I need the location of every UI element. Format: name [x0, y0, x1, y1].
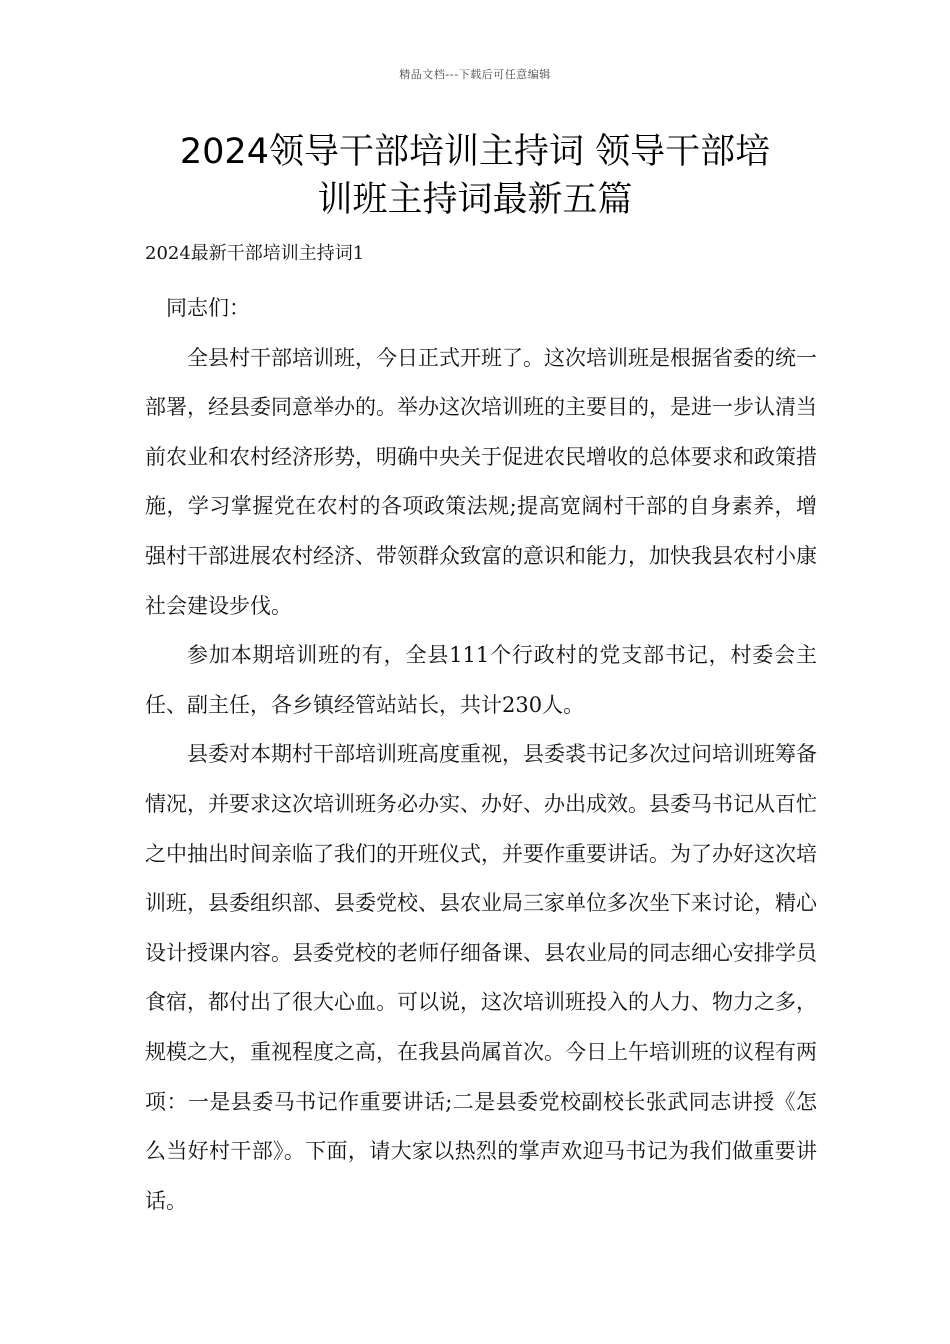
- paragraph-3: 县委对本期村干部培训班高度重视，县委裘书记多次过问培训班筹备情况，并要求这次培训班务必办实、办好、办出成效。县委马书记从百忙之中抽出时间亲临了我们的开班仪式，并要作重要讲话。为了办好这次培训班，县委组织部、县委党校、县农业局三家单位多次坐下来讨论，精心设计授课内容。县委党校的老师仔细备课、县农业局的同志细心安排学员食宿，都付出了很大心血。可以说，这次培训班投入的人力、物力之多，规模之大，重视程度之高，在我县尚属首次。今日上午培训班的议程有两项：一是县委马书记作重要讲话;二是县委党校副校长张武同志讲授《怎么当好村干部》。下面，请大家以热烈的掌声欢迎马书记为我们做重要讲话。: [145, 742, 817, 1213]
- title-line-1: 2024领导干部培训主持词 领导干部培: [179, 132, 771, 172]
- document-body: [145, 284, 817, 1226]
- header-note: 精品文档---下载后可任意编辑: [399, 68, 551, 81]
- title-line-2: 训班主持词最新五篇: [317, 180, 633, 220]
- document-title: [120, 128, 830, 224]
- paragraph-1: 全县村干部培训班，今日正式开班了。这次培训班是根据省委的统一部署，经县委同意举办的。举办这次培训班的主要目的，是进一步认清当前农业和农村经济形势，明确中央关于促进农民增收的总体要求和政策措施，学习掌握党在农村的各项政策法规;提高宽阔村干部的自身素养，增强村干部进展农村经济、带领群众致富的意识和能力，加快我县农村小康社会建设步伐。: [145, 345, 817, 618]
- paragraph-2: 参加本期培训班的有，全县111个行政村的党支部书记，村委会主任、副主任，各乡镇经管站站长，共计230人。: [145, 643, 817, 717]
- salutation: 同志们：: [166, 296, 250, 320]
- document-subtitle: 2024最新干部培训主持词1: [145, 243, 365, 264]
